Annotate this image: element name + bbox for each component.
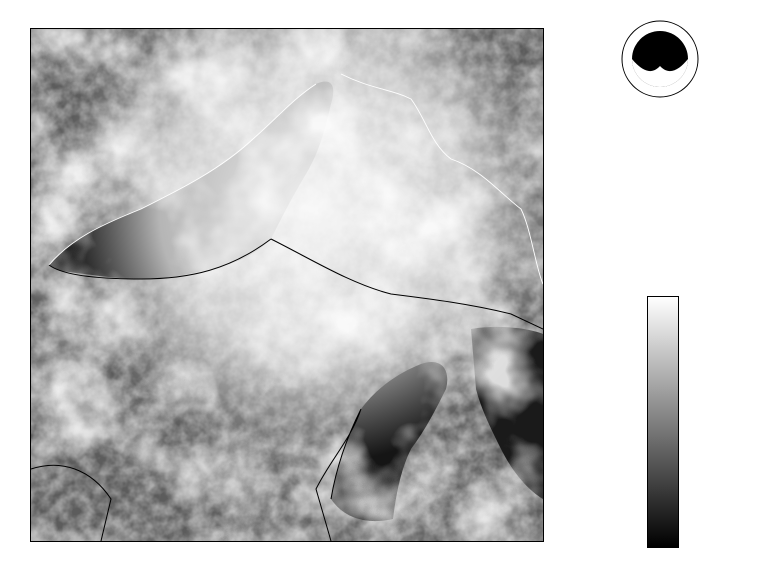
cloud-texture bbox=[31, 29, 543, 541]
satellite-image bbox=[30, 28, 544, 542]
noaa-logo-icon bbox=[621, 20, 699, 98]
colorbar-ticks bbox=[679, 296, 739, 548]
satellite-map bbox=[31, 29, 543, 541]
reflectance-colorbar bbox=[647, 296, 679, 548]
